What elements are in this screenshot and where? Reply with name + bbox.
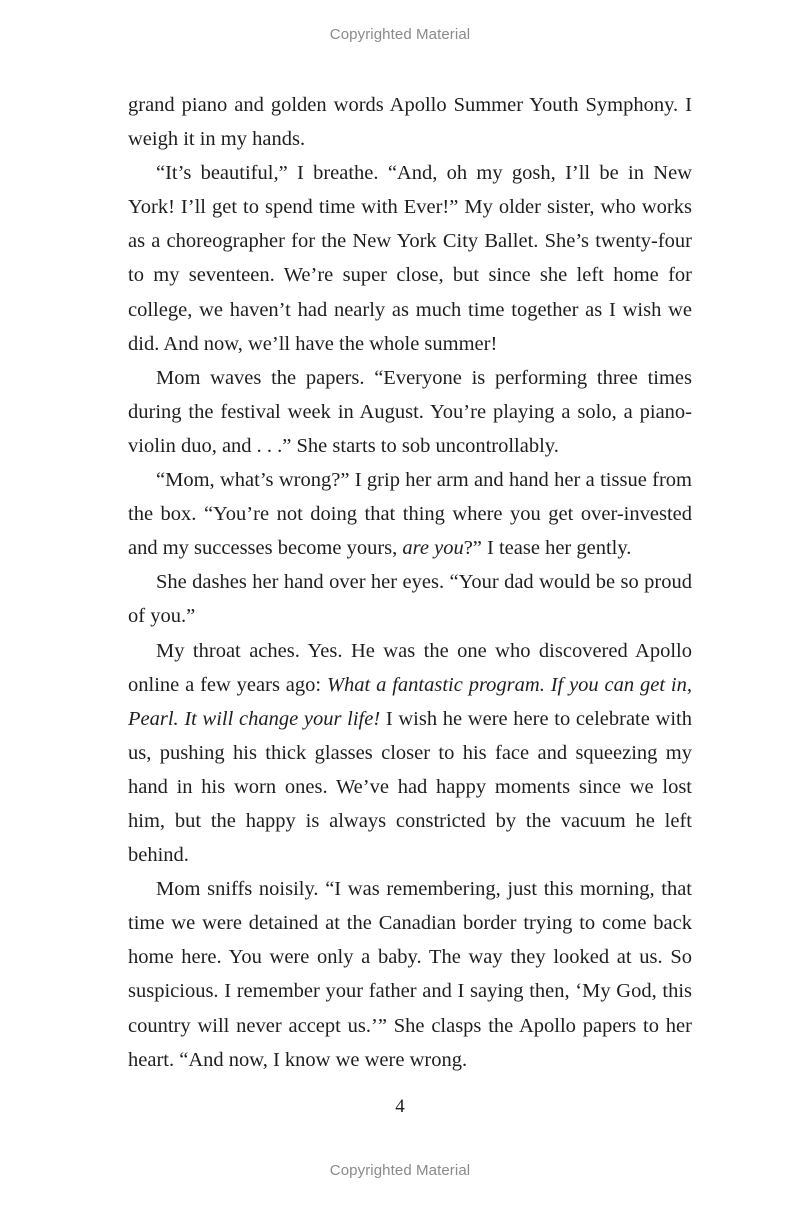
paragraph-3: Mom waves the papers. “Everyone is performing three times during the festival week in August. You’re playing a solo, a piano-violin duo, and . . .” She starts to sob uncontrollably. [128, 366, 692, 457]
page-body-text [128, 88, 692, 1077]
paragraph-5: She dashes her hand over her eyes. “Your dad would be so proud of you.” [128, 571, 692, 628]
paragraph-4-italic-text: are you [402, 537, 464, 560]
paragraph-4-text-before: “Mom, what’s wrong?” I grip her arm and hand her a tissue from the box. “You’re not doing that thing where you get over-invested and my successes become yours, [128, 469, 692, 560]
paragraph-1: grand piano and golden words Apollo Summer Youth Symphony. I weigh it in my hands. [128, 94, 692, 151]
header-copyright-notice: Copyrighted Material [329, 26, 471, 43]
paragraph-6 [128, 634, 692, 873]
paragraph-6-italic-text: What a fantastic program. If you can get in, Pearl. It will change your life! [128, 673, 693, 730]
paragraph-2: “It’s beautiful,” I breathe. “And, oh my gosh, I’ll be in New York! I’ll get to spend time with Ever!” My older sister, who works as a choreographer for the New York City Ballet. She’s twenty-four to my seventeen. We’re super close, but since she left home for college, we haven’t had nearly as much time together as I wish we did. And now, we’ll have the whole summer! [128, 162, 692, 355]
page-number: 4 [395, 1096, 405, 1117]
footer-copyright-notice: Copyrighted Material [329, 1162, 471, 1179]
paragraph-7: Mom sniffs noisily. “I was remembering, just this morning, that time we were detained at the Canadian border trying to come back home here. You were only a baby. The way they looked at us. So suspicious. I remember your father and I saying then, ‘My God, this country will never accept us.’” She clasps the Apollo papers to her heart. “And now, I know we were wrong. [128, 878, 692, 1071]
paragraph-6-text-after: I wish he were here to celebrate with us, pushing his thick glasses closer to his face and squeezing my hand in his worn ones. We’ve had happy moments since we lost him, but the happy is always constricted by the vacuum he left behind. [128, 707, 692, 867]
paragraph-6-text-before: My throat aches. Yes. He was the one who discovered Apollo online a few years ago: [128, 639, 692, 696]
paragraph-4 [128, 463, 692, 565]
paragraph-4-text-after: ?” I tease her gently. [463, 537, 632, 560]
